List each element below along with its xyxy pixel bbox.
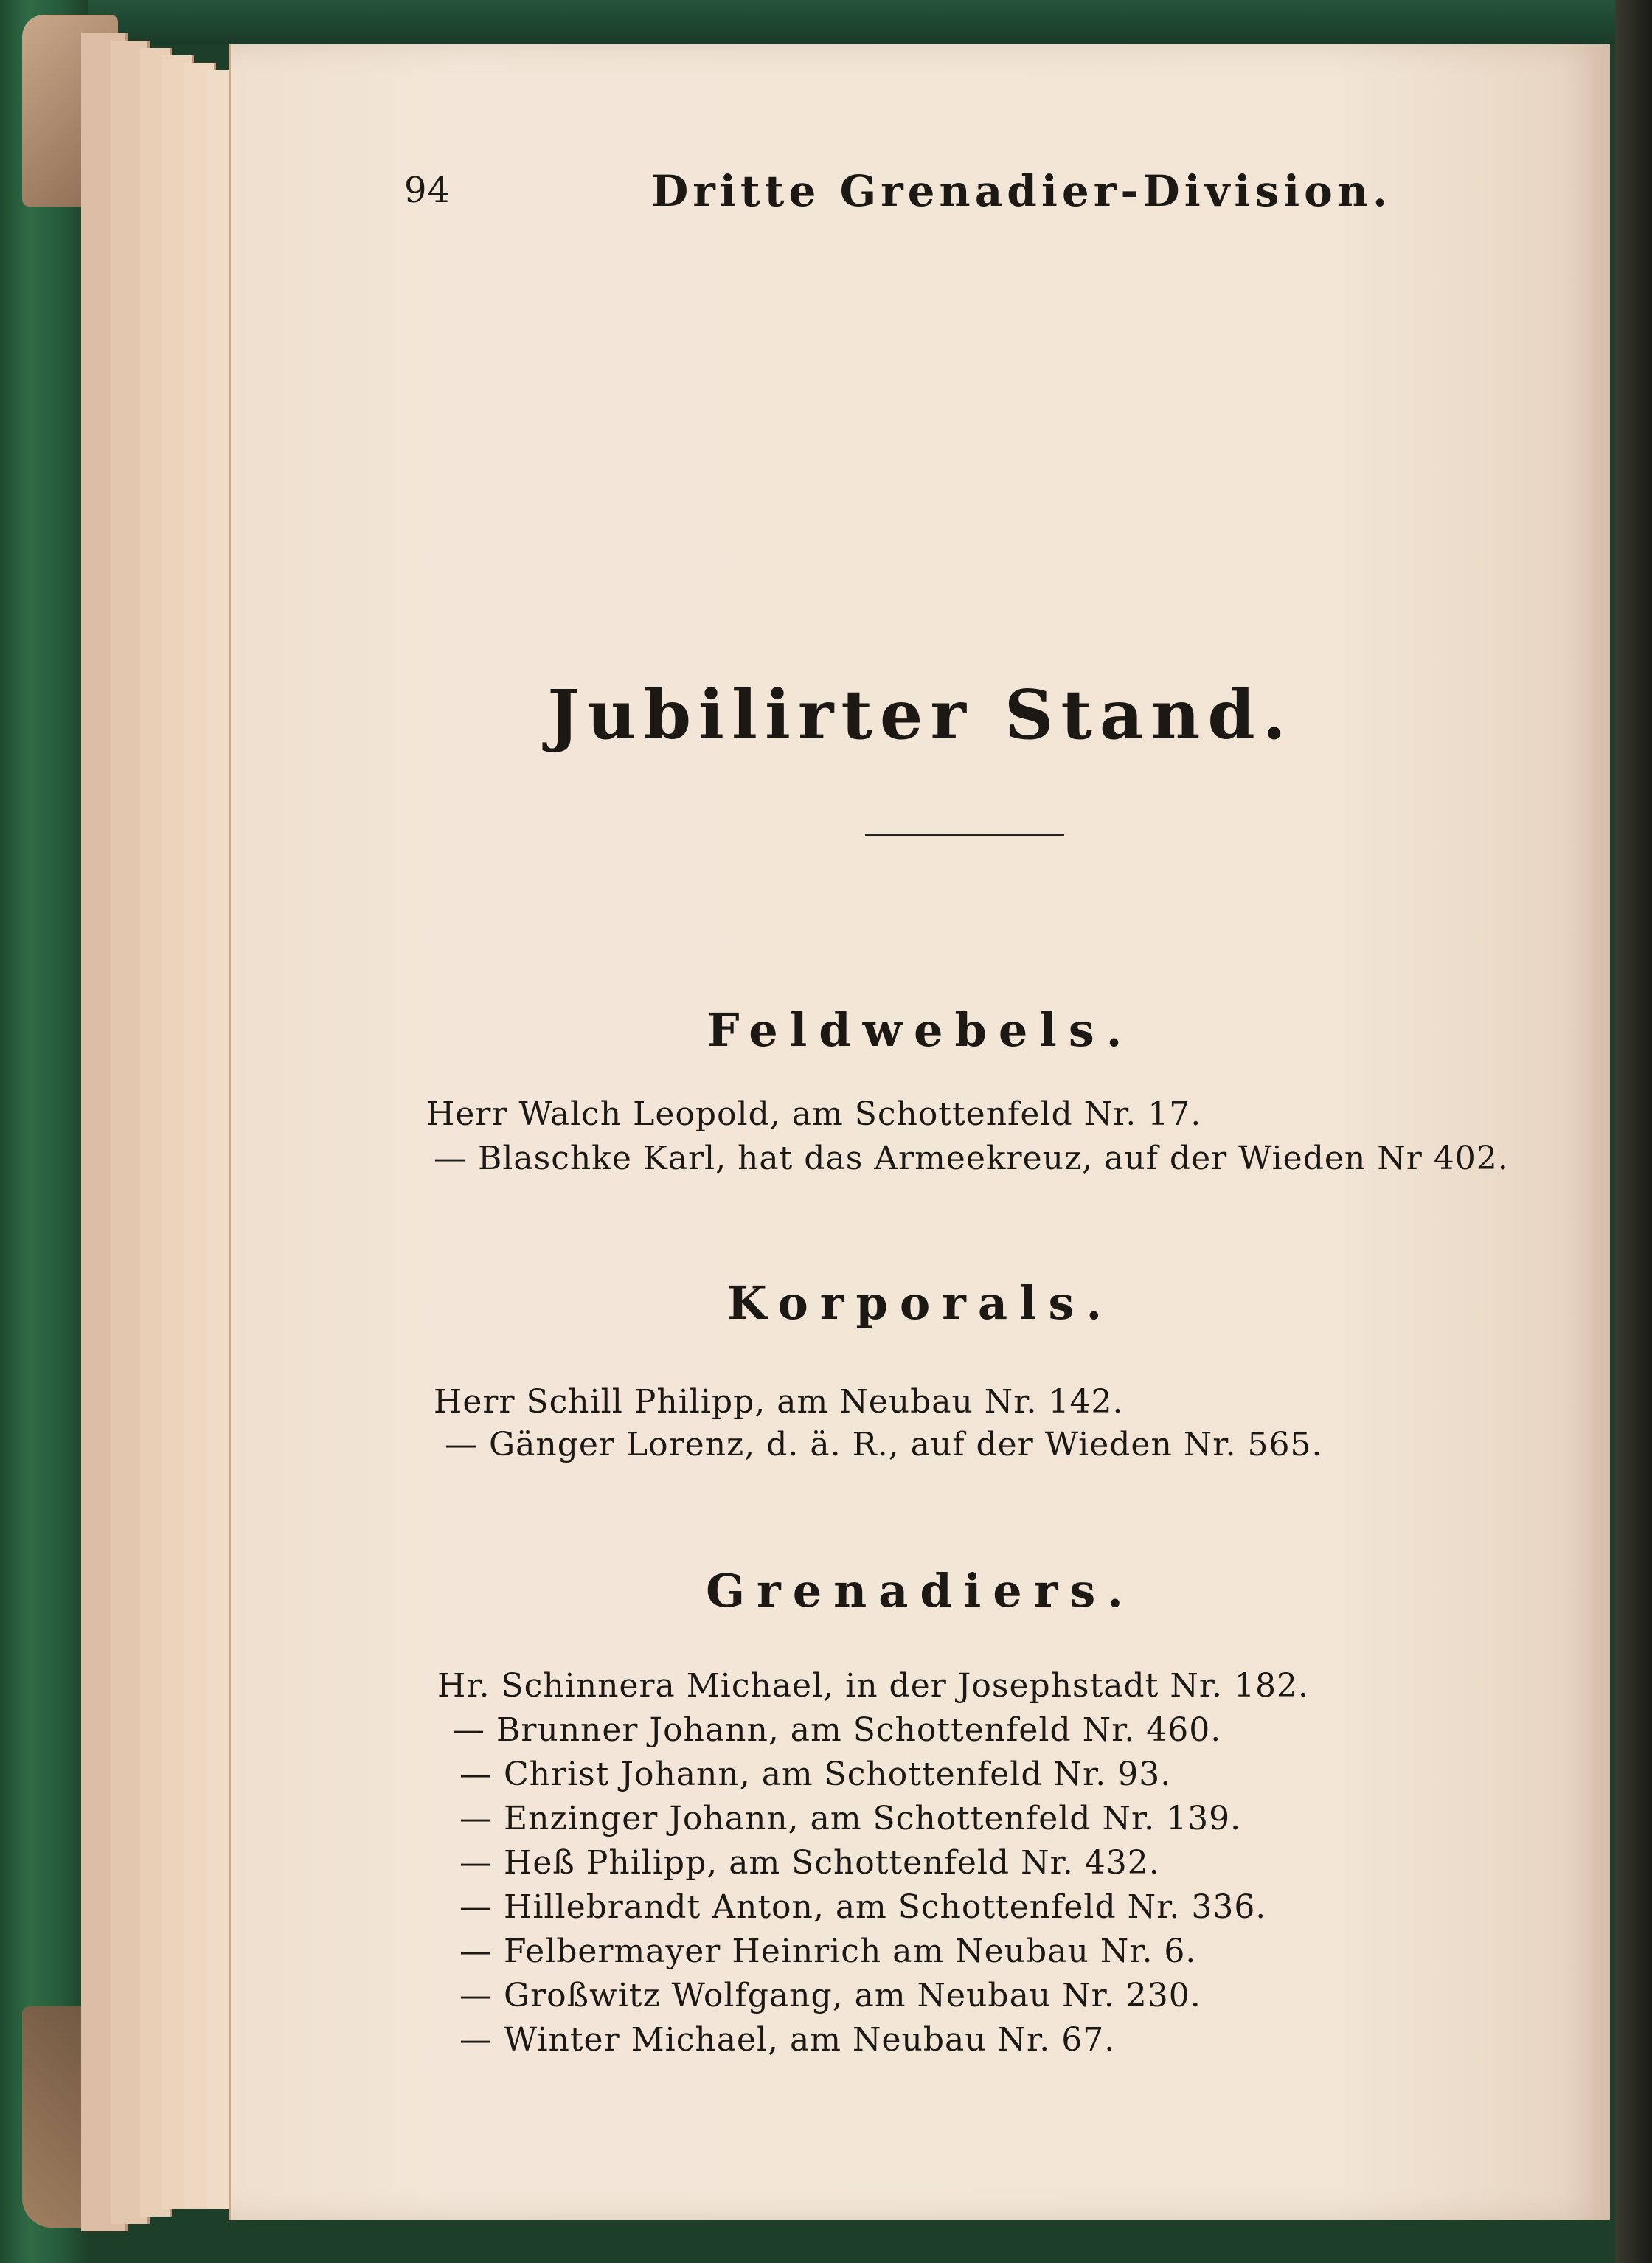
running-header: Dritte Grenadier-Division. <box>651 166 1392 216</box>
page-title: Jubilirter Stand. <box>547 675 1294 755</box>
section-heading-korporals: Korporals. <box>726 1276 1114 1330</box>
cover-top-edge <box>88 0 1652 44</box>
page-number: 94 <box>404 170 451 211</box>
section-heading-grenadiers: Grenadiers. <box>706 1564 1135 1618</box>
list-item: Herr Walch Leopold, am Schottenfeld Nr. 17. <box>426 1095 1202 1133</box>
list-item: — Blaschke Karl, hat das Armeekreuz, auf der Wieden Nr 402. <box>434 1140 1509 1177</box>
section-heading-feldwebels: Feldwebels. <box>707 1003 1134 1057</box>
list-item: — Brunner Johann, am Schottenfeld Nr. 460. <box>452 1711 1222 1749</box>
list-item: — Hillebrandt Anton, am Schottenfeld Nr. 336. <box>459 1888 1267 1926</box>
list-item: — Großwitz Wolfgang, am Neubau Nr. 230. <box>459 1977 1201 2014</box>
list-item: Hr. Schinnera Michael, in der Josephstadt Nr. 182. <box>437 1667 1309 1705</box>
cover-right-edge <box>1615 0 1652 2263</box>
title-rule <box>865 834 1064 836</box>
book-page <box>229 44 1610 2220</box>
list-item: — Heß Philipp, am Schottenfeld Nr. 432. <box>459 1844 1160 1882</box>
list-item: — Felbermayer Heinrich am Neubau Nr. 6. <box>459 1933 1197 1970</box>
list-item: — Enzinger Johann, am Schottenfeld Nr. 139. <box>459 1800 1242 1837</box>
list-item: — Gänger Lorenz, d. ä. R., auf der Wieden Nr. 565. <box>445 1426 1323 1463</box>
list-item: Herr Schill Philipp, am Neubau Nr. 142. <box>434 1383 1124 1421</box>
list-item: — Winter Michael, am Neubau Nr. 67. <box>459 2021 1116 2059</box>
list-item: — Christ Johann, am Schottenfeld Nr. 93. <box>459 1756 1172 1793</box>
